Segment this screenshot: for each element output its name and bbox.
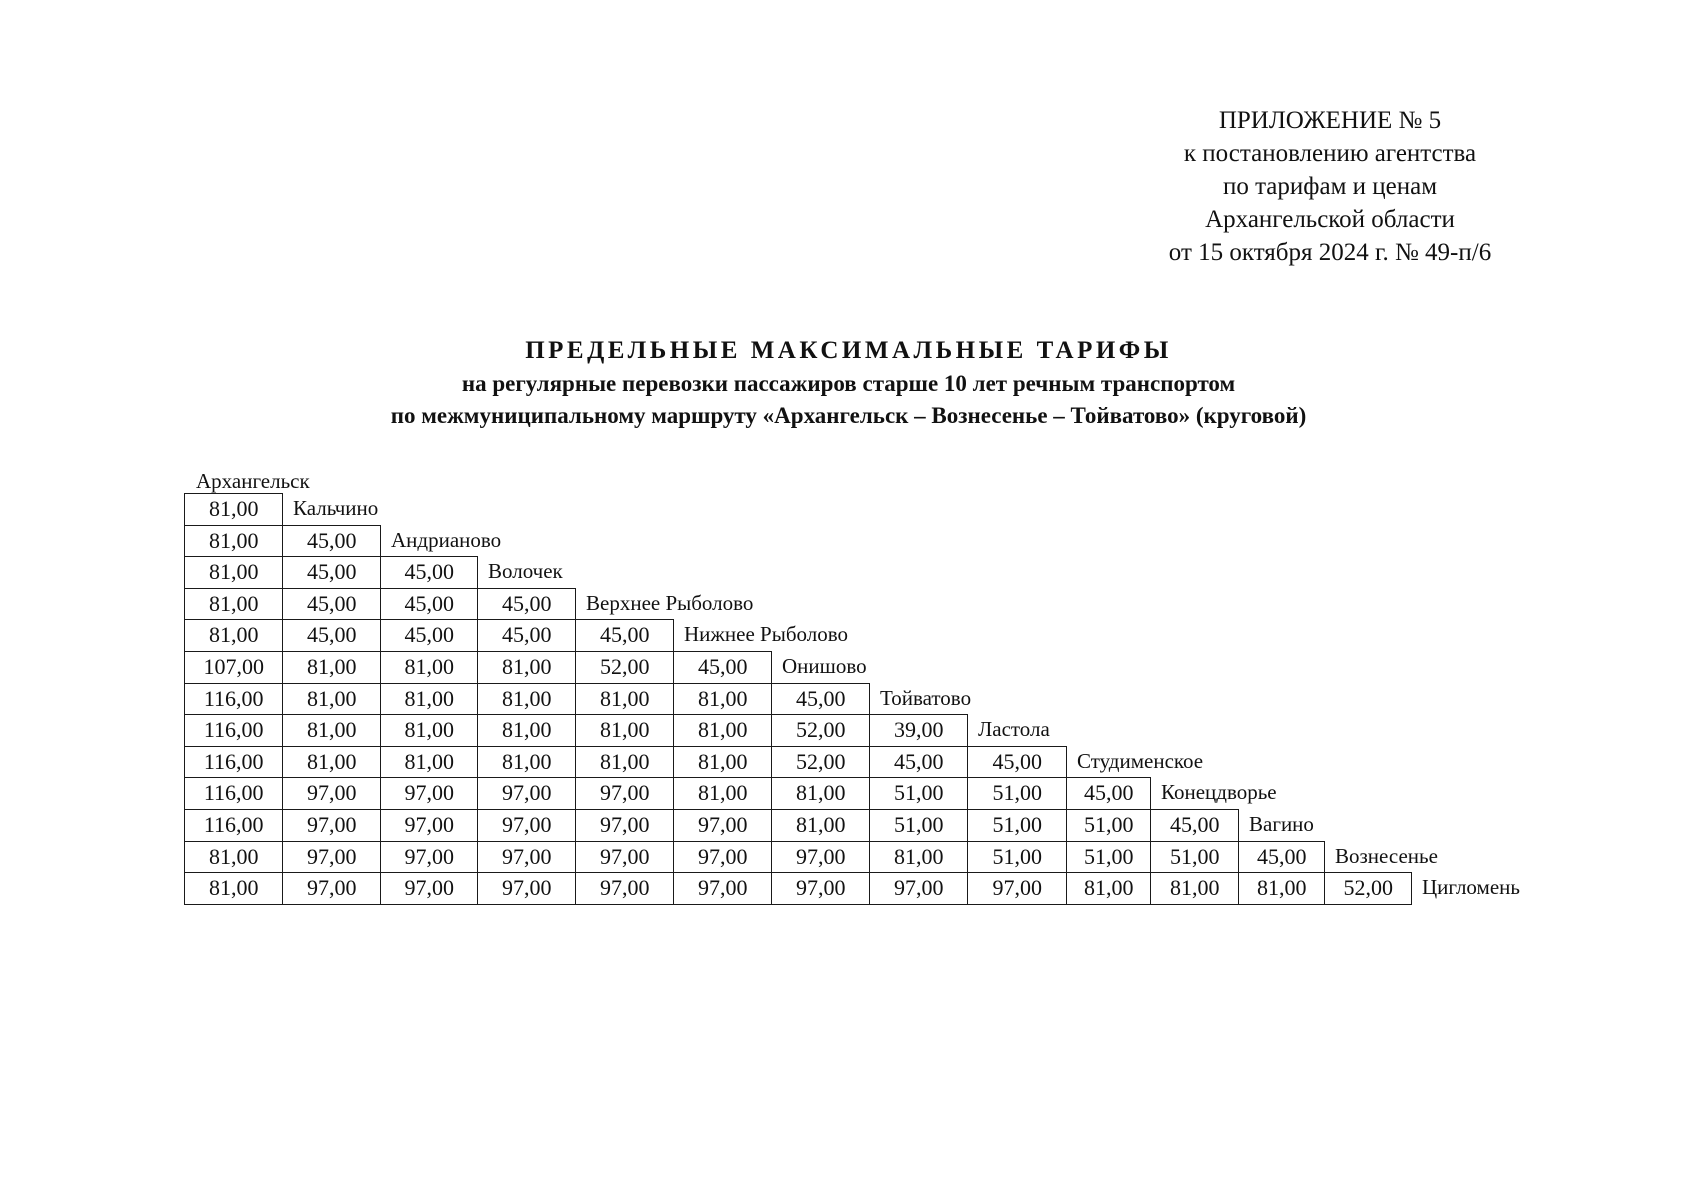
fare-cell: 81,00	[184, 493, 283, 526]
station-label: Архангельск	[196, 469, 310, 493]
fare-cell: 116,00	[184, 683, 283, 716]
fare-cell: 52,00	[575, 651, 674, 684]
fare-cell: 45,00	[575, 619, 674, 652]
fare-cell: 81,00	[477, 714, 576, 747]
fare-cell: 45,00	[967, 746, 1067, 779]
fare-cell: 51,00	[869, 777, 968, 810]
fare-cell: 51,00	[1066, 841, 1151, 874]
document-title: ПРЕДЕЛЬНЫЕ МАКСИМАЛЬНЫЕ ТАРИФЫ	[525, 337, 1172, 364]
fare-cell: 97,00	[282, 841, 381, 874]
fare-cell: 45,00	[869, 746, 968, 779]
fare-cell: 81,00	[771, 777, 870, 810]
fare-cell: 97,00	[477, 872, 576, 905]
fare-cell: 81,00	[282, 651, 381, 684]
station-label: Верхнее Рыболово	[586, 590, 754, 615]
fare-cell: 81,00	[184, 588, 283, 621]
fare-cell: 45,00	[380, 588, 478, 621]
fare-cell: 81,00	[184, 619, 283, 652]
fare-cell: 97,00	[282, 809, 381, 842]
fare-cell: 52,00	[771, 714, 870, 747]
document-subtitle: на регулярные перевозки пассажиров старше 10 лет речным транспортом	[461, 371, 1236, 396]
appendix-date: от 15 октября 2024 г. № 49-п/6	[1168, 239, 1492, 266]
station-label: Кальчино	[293, 496, 379, 520]
fare-cell: 97,00	[477, 777, 576, 810]
fare-cell: 97,00	[869, 872, 968, 905]
station-label: Цигломень	[1422, 875, 1520, 900]
appendix-number: ПРИЛОЖЕНИЕ № 5	[1218, 107, 1442, 134]
station-label: Конецдворье	[1161, 780, 1277, 805]
fare-cell: 39,00	[869, 714, 968, 747]
fare-cell: 97,00	[575, 841, 674, 874]
fare-cell: 51,00	[1066, 809, 1151, 842]
fare-cell: 81,00	[869, 841, 968, 874]
fare-cell: 116,00	[184, 809, 283, 842]
fare-cell: 116,00	[184, 777, 283, 810]
fare-cell: 97,00	[771, 872, 870, 905]
fare-cell: 81,00	[673, 746, 772, 779]
fare-cell: 81,00	[380, 746, 478, 779]
fare-cell: 81,00	[673, 777, 772, 810]
fare-cell: 45,00	[380, 556, 478, 589]
station-label: Вагино	[1249, 812, 1314, 836]
fare-cell: 81,00	[477, 651, 576, 684]
fare-cell: 45,00	[282, 619, 381, 652]
fare-cell: 51,00	[967, 841, 1067, 874]
fare-cell: 81,00	[575, 746, 674, 779]
fare-cell: 97,00	[380, 872, 478, 905]
fare-cell: 45,00	[477, 588, 576, 621]
fare-cell: 81,00	[380, 651, 478, 684]
fare-cell: 52,00	[771, 746, 870, 779]
fare-cell: 51,00	[1150, 841, 1239, 874]
fare-cell: 97,00	[477, 809, 576, 842]
fare-cell: 97,00	[967, 872, 1067, 905]
station-label: Студименское	[1077, 748, 1204, 773]
fare-cell: 81,00	[380, 683, 478, 716]
appendix-line: к постановлению агентства	[1183, 140, 1477, 167]
fare-cell: 81,00	[184, 872, 283, 905]
fare-cell: 97,00	[673, 872, 772, 905]
fare-cell: 45,00	[1150, 809, 1239, 842]
fare-cell: 97,00	[575, 809, 674, 842]
fare-cell: 45,00	[282, 588, 381, 621]
fare-cell: 81,00	[771, 809, 870, 842]
appendix-line: по тарифам и ценам	[1222, 173, 1438, 200]
fare-cell: 97,00	[380, 809, 478, 842]
fare-cell: 81,00	[282, 714, 381, 747]
fare-cell: 107,00	[184, 651, 283, 684]
fare-cell: 81,00	[1066, 872, 1151, 905]
fare-cell: 81,00	[477, 683, 576, 716]
station-label: Андрианово	[391, 527, 502, 552]
fare-cell: 81,00	[282, 746, 381, 779]
fare-cell: 81,00	[1150, 872, 1239, 905]
fare-cell: 51,00	[869, 809, 968, 842]
fare-cell: 45,00	[771, 683, 870, 716]
fare-cell: 81,00	[575, 683, 674, 716]
station-label: Ластола	[978, 717, 1050, 742]
fare-cell: 97,00	[477, 841, 576, 874]
fare-cell: 45,00	[282, 525, 381, 558]
fare-cell: 97,00	[282, 872, 381, 905]
fare-cell: 81,00	[575, 714, 674, 747]
fare-cell: 97,00	[282, 777, 381, 810]
fare-cell: 81,00	[282, 683, 381, 716]
fare-cell: 51,00	[967, 777, 1067, 810]
fare-cell: 81,00	[1238, 872, 1325, 905]
fare-cell: 116,00	[184, 714, 283, 747]
station-label: Вознесенье	[1335, 843, 1438, 868]
fare-cell: 81,00	[673, 714, 772, 747]
document-subtitle: по межмуниципальному маршруту «Архангельск – Вознесенье – Тойватово» (круговой)	[390, 403, 1307, 428]
fare-cell: 51,00	[967, 809, 1067, 842]
fare-cell: 45,00	[1066, 777, 1151, 810]
station-label: Тойватово	[880, 685, 972, 710]
station-label: Нижнее Рыболово	[684, 622, 848, 647]
fare-cell: 45,00	[673, 651, 772, 684]
fare-cell: 97,00	[771, 841, 870, 874]
station-label: Волочек	[488, 559, 563, 584]
fare-cell: 81,00	[673, 683, 772, 716]
fare-cell: 97,00	[575, 872, 674, 905]
fare-cell: 97,00	[673, 841, 772, 874]
fare-cell: 81,00	[184, 556, 283, 589]
fare-cell: 116,00	[184, 746, 283, 779]
fare-cell: 97,00	[575, 777, 674, 810]
fare-cell: 97,00	[380, 841, 478, 874]
fare-cell: 97,00	[380, 777, 478, 810]
fare-cell: 81,00	[184, 525, 283, 558]
fare-cell: 97,00	[673, 809, 772, 842]
station-label: Онишово	[782, 654, 867, 678]
fare-cell: 45,00	[380, 619, 478, 652]
fare-cell: 45,00	[1238, 841, 1325, 874]
fare-cell: 45,00	[282, 556, 381, 589]
fare-cell: 81,00	[184, 841, 283, 874]
fare-cell: 81,00	[380, 714, 478, 747]
fare-cell: 81,00	[477, 746, 576, 779]
fare-cell: 45,00	[477, 619, 576, 652]
fare-cell: 52,00	[1324, 872, 1412, 905]
appendix-line: Архангельской области	[1205, 206, 1455, 233]
